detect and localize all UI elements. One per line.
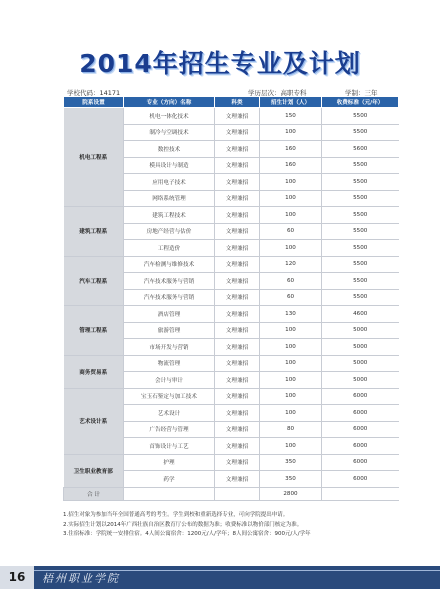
fee-cell: 6000 — [322, 454, 399, 471]
fee-cell: 5000 — [322, 322, 399, 339]
major-cell: 房地产经营与估价 — [124, 223, 215, 240]
school-code: 学校代码：14171 — [67, 89, 121, 97]
department-cell: 艺术设计系 — [64, 388, 124, 454]
fee-cell: 5500 — [322, 273, 399, 290]
note-item: 3.住宿标准：学院统一安排住宿。4人间公寓宿舍：1200元/人/学年；8人间公寓宿舍：900元/人/学年 — [63, 531, 311, 537]
type-cell: 文理兼招 — [215, 223, 260, 240]
fee-cell: 5500 — [322, 223, 399, 240]
type-cell: 文理兼招 — [215, 157, 260, 174]
major-cell: 市场开发与营销 — [124, 339, 215, 356]
header-type: 科类 — [215, 97, 260, 108]
fee-cell: 5500 — [322, 157, 399, 174]
plan-cell: 100 — [260, 388, 322, 405]
total-label: 合 计 — [64, 487, 124, 500]
type-cell: 文理兼招 — [215, 108, 260, 125]
major-cell: 艺术设计 — [124, 405, 215, 422]
major-cell: 酒店管理 — [124, 306, 215, 323]
type-cell: 文理兼招 — [215, 240, 260, 257]
department-cell: 机电工程系 — [64, 108, 124, 207]
fee-cell: 5600 — [322, 141, 399, 158]
fee-cell: 5500 — [322, 108, 399, 125]
plan-cell: 100 — [260, 124, 322, 141]
enrollment-table — [63, 96, 399, 501]
fee-cell: 5000 — [322, 339, 399, 356]
department-cell: 管理工程系 — [64, 306, 124, 356]
fee-cell: 5500 — [322, 240, 399, 257]
plan-cell: 80 — [260, 421, 322, 438]
type-cell: 文理兼招 — [215, 405, 260, 422]
major-cell: 护理 — [124, 454, 215, 471]
table-row — [64, 306, 399, 323]
major-cell: 机电一体化技术 — [124, 108, 215, 125]
fee-cell: 5500 — [322, 289, 399, 306]
plan-cell: 100 — [260, 240, 322, 257]
type-cell: 文理兼招 — [215, 454, 260, 471]
major-cell: 汽车技术服务与营销 — [124, 289, 215, 306]
fee-cell: 5000 — [322, 355, 399, 372]
notes — [63, 511, 403, 540]
total-blank — [124, 487, 215, 500]
type-cell: 文理兼招 — [215, 141, 260, 158]
type-cell: 文理兼招 — [215, 256, 260, 273]
major-cell: 广告经营与管理 — [124, 421, 215, 438]
total-plan: 2800 — [260, 487, 322, 500]
department-cell: 卫生职业教育部 — [64, 454, 124, 487]
plan-cell: 100 — [260, 339, 322, 356]
type-cell: 文理兼招 — [215, 355, 260, 372]
plan-cell: 120 — [260, 256, 322, 273]
major-cell: 宝玉石鉴定与加工技术 — [124, 388, 215, 405]
type-cell: 文理兼招 — [215, 438, 260, 455]
school-name: 梧州职业学院 — [42, 572, 120, 585]
type-cell: 文理兼招 — [215, 207, 260, 224]
page-number: 16 — [0, 566, 34, 589]
type-cell: 文理兼招 — [215, 471, 260, 488]
table-row — [64, 108, 399, 125]
table-row — [64, 207, 399, 224]
major-cell: 模具设计与制造 — [124, 157, 215, 174]
type-cell: 文理兼招 — [215, 322, 260, 339]
major-cell: 制冷与空调技术 — [124, 124, 215, 141]
fee-cell: 6000 — [322, 438, 399, 455]
fee-cell: 5500 — [322, 190, 399, 207]
type-cell: 文理兼招 — [215, 289, 260, 306]
plan-cell: 60 — [260, 289, 322, 306]
type-cell: 文理兼招 — [215, 273, 260, 290]
major-cell: 物流管理 — [124, 355, 215, 372]
plan-cell: 60 — [260, 273, 322, 290]
major-cell: 旅游管理 — [124, 322, 215, 339]
note-item: 2.实际招生计划以2014年广西壮族自治区教育厅公布的数据为准；收费标准以物价部门核定为准。 — [63, 521, 303, 528]
type-cell: 文理兼招 — [215, 306, 260, 323]
major-cell: 应用电子技术 — [124, 174, 215, 191]
table-row — [64, 388, 399, 405]
page-title: 2014年招生专业及计划 — [79, 49, 361, 78]
fee-cell: 5500 — [322, 207, 399, 224]
plan-cell: 100 — [260, 355, 322, 372]
plan-cell: 350 — [260, 454, 322, 471]
major-cell: 工程造价 — [124, 240, 215, 257]
major-cell: 汽车检测与维修技术 — [124, 256, 215, 273]
plan-cell: 100 — [260, 438, 322, 455]
type-cell: 文理兼招 — [215, 124, 260, 141]
major-cell: 数控技术 — [124, 141, 215, 158]
plan-cell: 100 — [260, 322, 322, 339]
type-cell: 文理兼招 — [215, 174, 260, 191]
department-cell: 商务贸易系 — [64, 355, 124, 388]
total-blank — [215, 487, 260, 500]
plan-cell: 150 — [260, 108, 322, 125]
type-cell: 文理兼招 — [215, 421, 260, 438]
major-cell: 首饰设计与工艺 — [124, 438, 215, 455]
plan-cell: 60 — [260, 223, 322, 240]
plan-cell: 160 — [260, 141, 322, 158]
table-row — [64, 256, 399, 273]
fee-cell: 6000 — [322, 388, 399, 405]
major-cell: 网络系统管理 — [124, 190, 215, 207]
fee-cell: 5500 — [322, 174, 399, 191]
study-years: 学制：三年 — [345, 89, 378, 97]
plan-cell: 100 — [260, 405, 322, 422]
table-row — [64, 454, 399, 471]
plan-cell: 100 — [260, 207, 322, 224]
total-row — [64, 487, 399, 500]
major-cell: 会计与审计 — [124, 372, 215, 389]
type-cell: 文理兼招 — [215, 190, 260, 207]
type-cell: 文理兼招 — [215, 372, 260, 389]
table-row — [64, 355, 399, 372]
major-cell: 建筑工程技术 — [124, 207, 215, 224]
total-blank — [322, 487, 399, 500]
header-plan: 招生计划（人） — [260, 97, 322, 108]
fee-cell: 4600 — [322, 306, 399, 323]
fee-cell: 6000 — [322, 471, 399, 488]
plan-cell: 130 — [260, 306, 322, 323]
fee-cell: 5500 — [322, 256, 399, 273]
fee-cell: 5500 — [322, 124, 399, 141]
plan-cell: 100 — [260, 372, 322, 389]
table-header-row — [64, 97, 399, 108]
plan-cell: 100 — [260, 174, 322, 191]
header-fee: 收费标准（元/年） — [322, 97, 399, 108]
major-cell: 药学 — [124, 471, 215, 488]
plan-cell: 100 — [260, 190, 322, 207]
type-cell: 文理兼招 — [215, 339, 260, 356]
note-item: 1.招生对象为参加当年全国普通高考的考生。学生到校和重新选择专业，可向学院提出申请。 — [63, 512, 289, 518]
header-department: 院系设置 — [64, 97, 124, 108]
department-cell: 建筑工程系 — [64, 207, 124, 257]
fee-cell: 5000 — [322, 372, 399, 389]
education-level: 学历层次：高职专科 — [248, 89, 307, 97]
header-major: 专业（方向）名称 — [124, 97, 215, 108]
department-cell: 汽车工程系 — [64, 256, 124, 306]
fee-cell: 6000 — [322, 405, 399, 422]
plan-cell: 350 — [260, 471, 322, 488]
type-cell: 文理兼招 — [215, 388, 260, 405]
major-cell: 汽车技术服务与营销 — [124, 273, 215, 290]
fee-cell: 6000 — [322, 421, 399, 438]
plan-cell: 160 — [260, 157, 322, 174]
